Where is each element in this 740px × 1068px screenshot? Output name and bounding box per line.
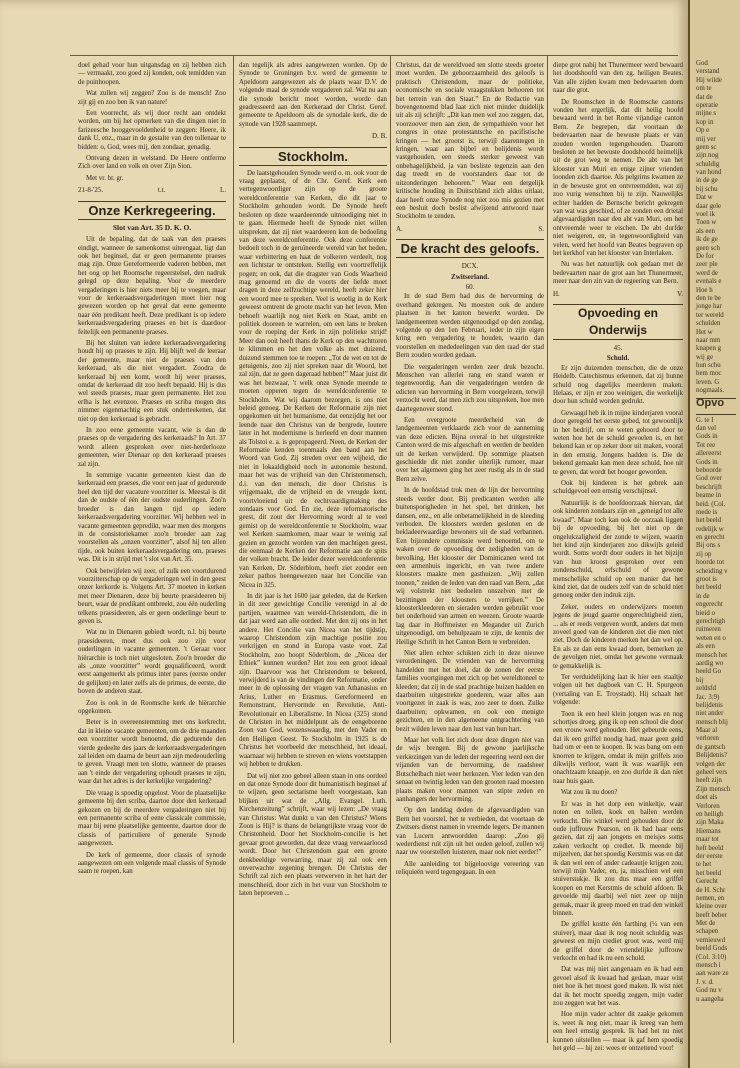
paragraph: Zoo is ook in de Roomsche kerk de hiërarchie opgekomen. (78, 699, 226, 716)
edge-line: naar mm (696, 336, 721, 344)
edge-line: De for (696, 252, 714, 260)
paragraph: De griffel kostte één farthing (¼ van een stuiver), maar daar ik nog nooit schuldig was geweest en mijn crediet groot was, werd mij de griffel door de vriendelijke juffrouw verkocht en had ik nu een schuld. (553, 921, 683, 962)
edge-line: Jac. 3:9) (696, 693, 720, 701)
edge-line: leven. G (696, 378, 720, 386)
edge-line: groot is (696, 576, 717, 584)
paragraph: In sommige vacante gemeenten kiest dan de kerkeraad een praeses, die voor een jaar of gedurende heel den tijd der vacature voorzitter is. Meestal is dit dan de oudste of één der oudste ouderlingen. Zoo'n broeder is dan langen tijd op iedere kerkeraadsvergadering voorzitter. Wij hebben wel in vacante gemeenten gepredikt, waar men des morgens in de consistoriekamer zoo'n broeder aan zag voorstellen als „onzen voorzitter”, alsof hij ten allen tijde, ook buiten kerkeraadsvergadering om, praeses was. Dit is in strijd met 't slot van Art. 35. (78, 472, 226, 564)
edge-line: der eerste (696, 852, 723, 860)
paragraph: In zoo eene gemeente vacant, wie is dan de praeses op de vergadering des kerkeraads? In Art. 37 wordt alleen gesproken over niet-herderlooze gemeenten, wier Dienaar op den kerkeraad praeses zal zijn. (78, 427, 226, 468)
article-place: Zwitserland. (451, 272, 489, 281)
paragraph: Toen ik een heel klein jongen was en nog schortjes droeg, ging ik op een school die door een vrouw werd gehouden. Het gebeurde eens, dat ik een griffel noodig had, maar geen geld had om er een te koopen. Ik was bang om een knorren te krijgen, omdat ik mijn griffels zoo dikwijls verloor, want ik was waarlijk een onachtzaam knaapje, en zoo durfde ik dan niet naar huis gaan. (553, 710, 683, 785)
edge-line: bieid o (696, 609, 715, 617)
paragraph: Een overgroote meerderheid van de landgemeenten verklaarde zich voor de aanneming van deze edicten. Bijna overal in het uitgestrekte Canton werd de mis afgeschaft en werden de beelden uit de kerken verwijderd. Op sommige plaatsen geschiedde dit niet zonder uiterlijk rumoer, maar over het algemeen ging het zeer rustig als in de stad Bern zelve. (396, 417, 544, 483)
edge-line: niet ander (696, 710, 724, 718)
edge-line: nogmaals. (696, 387, 725, 395)
paragraph: Er was in het dorp een winkeltje, waar noten en tollen, koek en ballen werden verkocht. Die winkel werd gehouden door de oude juffrouw Pearson, en ik had haar eens gezien, dat zij aan jongens en meisjes soms zaken verkocht op crediet. Ik meende bij mijzelven, dat het spoedig Kerstmis was en dat ik dan wel een of ander cadeautje krijgen zou, terwijl mijn Vader, en, ja, misschien wel een stuiverstukje. Ik zou dus maar een griffel koopen en met Kerstmis de schuld afdoen. Ik gevoelde mij daarbij wel niet zeer op mijn gemak, maar ik greep moed en trad den winkel binnen. (553, 800, 683, 917)
edge-line: beeld Go (696, 668, 722, 676)
edge-line: zijn Maka (696, 819, 724, 827)
article-heading: Stockholm. (239, 147, 387, 166)
edge-line: God (696, 60, 708, 67)
edge-line: heeft beber (696, 911, 727, 919)
edge-line: mensch het (696, 651, 728, 659)
edge-line: ruimeren (696, 626, 721, 634)
edge-line: gerechtigh (696, 618, 726, 625)
edge-line: kleine over (696, 903, 727, 911)
paragraph: Wat zullen wij zeggen? Zoo is de mensch! Zoo zijt gij en zoo ben ik van nature! (78, 90, 226, 106)
edge-line: aan ware ze (696, 970, 729, 978)
edge-line: evenals e (696, 278, 722, 286)
paragraph: Nu was het natuurlijk ook gedaan met de bedevaarten naar de grot aan het Thunermeer, meer naar den zin van de regeering van Bern. (553, 261, 683, 286)
paragraph: Ter verduidelijking laat ik hier een staaltje volgen uit het dagboek van C. H. Spurgeon (vertaling van E. Troystadt). Hij schaalt het volgende: (553, 674, 683, 707)
edge-line: voel ik (696, 211, 715, 219)
paragraph: Uit de bepaling, dat de taak van den praeses eindigt, wanneer de samenkomst uiteengaat, ligt dan ook het beginsel, dat er geen permanente praeses mag zijn. Onze Gereformeerde vaderen hebben, met het oog op het Roomsche regeerstelsel, den nadruk gelegd op deze bepaling. Voor de meerdere vergaderingen is hier niets meer bij te voegen, maar voor de kerkeraadsvergaderingen moet hier nog gewezen worden op het geval dat eene gemeente naar één predikant heeft. Deze predikant is op iedere kerkeraadsvergadering praeses en het is daardoor feitelijk een permanente praeses. (78, 236, 226, 336)
edge-line: zijn nog (696, 152, 719, 160)
edge-line: werd de (696, 269, 719, 277)
paragraph: Op den landdag deden de afgevaardigden van Bern het voorstel, het te verbieden, dat voortaan de Zwitsers dienst namen in vreemde legers. De mannen van Lucern antwoordden daarop: „Zoo gij wederdienst ruït zijn uit het ouden geloof, zullen wij naar uw voorstellen luisteren, maar ook niet eerder!” (396, 807, 544, 857)
paragraph: De Roomschen in de Roomsche cantons vonden het ergerlijk, dat dit heilig hoofd bewaard werd in het Rome vijandige canton Bern. Ze begrepen, dat voortaan de bedevaarten naar de bewuste plaats er van zouden worden tegengehouden. Daarom besloten ze het bewuste doodshoofd heimelijk uit de grot weg te nemen. De abt van het klooster van Muri en enige zijner vrienden loonden zich daartoe. Als pelgrims kwamen ze in de bewuste grot en ontvreemdden, wat zij zoo vurig wenschten bij te zijn. Nauwelijks echter hadden de Bernsche bericht gekregen van wat was geschied, of ze zonden een drietal afgevaardigden naar den abt van Muri, om het ontvreemde weer te eischen. De abt durfde niet weigeren, en, in tegenwoordigheid van velen, werd het hoofd van Beates begraven op het kerkhof van het klooster van Interlaken. (553, 98, 683, 257)
edge-line: scheiding v (696, 567, 728, 575)
article-heading: Opvoeding en Onderwijs (553, 304, 683, 340)
paragraph: De kerk of gemeente, door classis of synode aangewezen om een volgende maal classis of Synode saam te roepen, kan (78, 851, 226, 876)
edge-line: G. te I (696, 416, 714, 424)
edge-line: beboorde (696, 466, 722, 474)
edge-line: nemen, en (696, 894, 725, 902)
edge-line: heft beeld (696, 844, 724, 852)
paragraph: Dat was mij niet aangenaam en ik had een gevoel alsof ik kwaad had gedaan, maar wist niet hoe ik het moest goed maken. Ik wist niet dat ik het mocht spoedig zeggen, mijn vader zou zeggen wat het was. (553, 966, 683, 1008)
edge-line: operatie (696, 101, 719, 109)
signature-line (553, 290, 683, 298)
paragraph: In de stad Bern had dus de hervorming de overhand gekregen. Nu moesten ook de andere plaatsen in het kanton bewerkt worden. De landgemeenten werden uitgenoodigd op den zondag, volgende op den 1en Februari, ieder in zijn eigen kring een vergadering te houden, waarin dan voorstellen en mededeelingen van den raad der stad Bern zouden worden gedaan. (396, 293, 544, 360)
paragraph: dan tegelijk als adres aangewezen worden. Op de Synode te Groningen b.v. werd de gemeente te Apeldoorn aangewezen als de plaats waar D.V. de volgende maal de synode vergaderen zal. Wat nu aan die synode bericht moet worden, worde dan geadresseerd aan den Kerkeraad der Christ. Geref. gemeente te Apeldoorn als de synodale kerk, die de synode van 1928 saamroept. (239, 62, 387, 128)
edge-line: als een (696, 643, 715, 651)
article-number: 45. (613, 343, 623, 352)
column-rule (390, 55, 391, 1043)
paragraph: Ook bij kinderen is het gebrek aan schuldgevoel een ernstig verschijnsel. (553, 480, 683, 496)
edge-line: en heiligh (696, 810, 724, 818)
edge-line: beeld Gods (696, 945, 728, 953)
paragraph: Gewaagd heb ik in mijne kinderjaren vooral door geregeld het eerste gebed, tot gewoonlijk in het bedrijf, om te weten gehoord door te weten hoe het de schuld gevoelen is, en het bekend kan er op zeker door uit maken, vooral in den ernstig. Jongens hadden is. Die de bekend gemaakt kan men deze schuld, hoe uit te geven, dat wordt het hooger geworden. (553, 409, 683, 476)
article-number: DCX. (461, 262, 479, 271)
edge-line: knapen g (696, 345, 722, 353)
signature-initial: A. (396, 224, 403, 233)
paragraph: In de hoofdstad trok men de lijn der hervorming steeds verder door. Bij predicanten werden alle buitensporigheden in het spel, het drinken, het dansen, enz., en alle onbetamelijkheid in de kleeding verboden. De kloosters werden gesloten en de bekladeerwaardige bewoners uit de stad verbannen. Een bijzondere commissie werd benoemd, om te waken over de opvoeding der zedigheden van de bevolking. Het klooster der Dominicanen werd tot een armenhuis ingericht, en van twee andere kloosters maakte men gasthuizen. „Wij zullen toonen,” zeiden de leden van den raad van Bern, „dat wij volstrekt niet bedoelen onszelven met de bezittingen der kloosters te verrijken.” De kloosterkleederen en sieraden werden gebruikt voor het onderhoud van armen en weezen. Groote waarde lag daar in Hoffmeister en Megander uit Zurich uitgenoodigd, om behulpzaam te zijn, de kennis der Heilige Schrift in het Canton Bern te verbreiden. (396, 487, 544, 646)
paragraph: Dat wij niet zoo gebeel alleen staan in ons oordeel en dat onze Synode door dit humanistisch beginsel af te wijzen, geen sectarisme heeft voorgestaan, kan blijken uit wat de „Allg. Evangel. Luth. Kirchenzeitung” schrijft, waar wij lezen: „De vraag van Christus: Wat dunkt u van den Christus? Wiens Zoon is Hij? is thans de belangrijkste vraag voor de Christenheid. Door het Stockholm-concilie is het gevaar groot geworden, dat deze vraag verwaarloosd wordt. Door het Christendom gaat een groote denkbeeldige verwarring, maar zij zal ook een onverwachte zegening brengen. De Christus der Schrift zal zich een plaats verwerven in het hart der menschheid, door zich in het vuur van Stockholm te laten beproeven ... (239, 772, 387, 898)
signature-initial: L. (219, 186, 226, 195)
edge-line: en gerecht (696, 534, 725, 542)
paragraph: Hoe mijn vader achter dit zaakje gekomen is, weet ik nog niet, maar ik kreeg van hem een heel ernstig gesprek. Ik had het nu niet kunnen uitstellen — maar ik gaf hem spoedig het geld — hij zei: wees er ontzettend voor! (553, 1011, 683, 1053)
paragraph: Alle aanleiding tot bijgeloovige vereering van reliquieën werd tegengegaan. In een (396, 860, 544, 877)
edge-line: schapen (696, 928, 719, 936)
edge-line: mij ver (696, 135, 716, 143)
edge-line: mensch blij (696, 718, 728, 726)
edge-line: ik de ge (696, 236, 718, 244)
edge-line: volgen der (696, 760, 726, 768)
paragraph: Ontvang dezen in welstand. De Heere ontferme Zich over land en volk en over Zijn Sion. (78, 155, 226, 171)
edge-line: heid. (Col. (696, 500, 726, 508)
edge-line: Maar al (696, 727, 718, 735)
edge-line: het beeld (696, 869, 722, 877)
edge-line: mensch i (696, 962, 721, 970)
edge-line: mijne s (696, 110, 717, 118)
paragraph: Natuurlijk is de hoofdoorzaak hiervan, dat ook kinderen zondaars zijn en „geneigd tot alle kwaad”. Maar toch kan ook de oorzaak liggen bij de opvoeding, bij het niet op de ongelukzaligheid der zonde te wijzen, waarin het kind zijn kinderjaren zoo dikwijls geleid wordt. Soms wordt door ouders in het bijzijn van hun kroost gesproken over een zondenschuld, erfschuld of gewone menschelijke schuld op een manier dat het kind ziet, dat de ouders zelf van de schuld niet genoeg onder den indruk zijn. (553, 499, 683, 600)
paragraph: Wat nu in Dienaren gebiedt wordt, n.l. bij beurte praesideeren, moet dus ook zoo zijn voor ouderlingen in vacante gemeenten. 't Geraar voor hiërarchie is toch niet uitgesloten. Zoo'n broeder die als „onze voorzitter” wordt gequalificeerd, wordt eerst aangemerkt als primus inter pares (eerste onder de gelijken) en later zelfs als de primus, de eerste, die boven de anderen staat. (78, 629, 226, 696)
edge-line: zij op (696, 550, 712, 558)
edge-line: God nu v (696, 987, 722, 995)
edge-line: hoorde tot (696, 559, 725, 567)
edge-line: God over (696, 475, 722, 483)
edge-line: zeldsfd (696, 685, 716, 693)
article-heading: Onze Kerkregeering. (78, 201, 226, 220)
paragraph: Ook betwijfelen wij zeer, of zulk een voortdurend voorzitterschap op de vergaderingen wel in den geest onzer kerkorde is. Volgens Art. 37 moeten in kerken met meer Dienaren, deze bij beurte praesideeren bij beurt, waar de predikant ontbreekt, zou één ouderling telkens praesideeren, als er geen onderlinge beurt te geven is. (78, 567, 226, 625)
paragraph: Christus, dat de wereldvoed ten slotte steeds groeter moet worden. De gehoorzaamheid des geloofs is praktisch Christendom, maar de politieke, economische en sociale vraagstukken behooren tot het terrein van den Staat.” En de Redactie van bovengenoemd blad laat zich niet minder duidelijk uit als zij schrijft: „Dit kan men wel zoo zeggen, dat, voorzoover men aan zien, de sympathieën voor het congres in onze protestantsche en pacifistische kringen — het grootst is, terwijl daarentegen in kringen, waar aan bijbel en belijdenis wordt vastgehouden, een steeds sterker geweest van onbehagelijkheid, ja van besliste tegenzin aan den dag treedt en de voorstanders daar tot de uitzonderingen behooren.” Waar een dergelijk kritische houding in Duitschland zich aldus uitlaat, daar heeft onze Synode nog niet zoo mis gezien met een besluit doch beslist afwijzend antwoord naar Stockholm te zenden. (396, 62, 544, 221)
edge-line: daar gele (696, 202, 722, 210)
signature-initial: V. (677, 289, 683, 298)
column-4 (553, 62, 683, 1053)
signature-line (78, 186, 226, 194)
edge-line: beschrijft (696, 483, 723, 491)
edge-line: Hiemans (696, 827, 721, 835)
edge-line: bij (696, 676, 704, 684)
paragraph: Die vraag is spoedig opgelost. Voor de plaatselijke gemeente bij den scriba, daartoe door den kerkeraad gekozen en bij de meerdere vergaderingen niet bij een permanente scriba of eene classicale commissie, maar bij eene plaatselijke gemeente, daartoe door de classis of particuliere of generale Synode aangewezen. (78, 789, 226, 848)
edge-line: Met de (696, 920, 716, 928)
paragraph: Een voorrecht, als wij door recht aan ontdekt worden, om bij het opmerken van die dingen niet in farizeesche hooggevoeldenheid te zeggen: Heere, ik dank U, enz., maar in de gestalte van den tollenaar te bidden: o, God, wees mij, den zondaar, genadig. (78, 110, 226, 151)
edge-line: van hond (696, 169, 722, 177)
edge-line: geen sch (696, 244, 720, 252)
edge-line: Gods in (696, 433, 718, 441)
edge-line: de H. Schr (696, 886, 726, 894)
edge-line: Dat w (696, 194, 713, 202)
edge-line: den te be (696, 294, 721, 302)
edge-line: het beeld (696, 517, 722, 525)
edge-line: het beeld (696, 584, 722, 592)
edge-line: Hij wilde (696, 76, 722, 84)
edge-line: Op e (696, 127, 710, 135)
paragraph: Beter is in overeenstemming met ons kerkrecht, dat in kleine vacante gemeenten, om de drie maanden een voorzitter wordt benoemd, die gedurende den vierde gedeelte des jaars de kerkeraadsvergaderingen zal leiden om daarna de beurt aan zijn medeouderling te geven. Vraagt men ten slotte, wanneer de praeses aan 't einde der vergadering ophoudt praeses te zijn, waar dat het adres is der kerkelijke vergadering? (78, 719, 226, 786)
column-2 (239, 62, 387, 1038)
edge-heading: Opvo (696, 398, 736, 415)
paragraph: diepe grot nabij het Thunermeer werd bewaard het doodshoofd van den zg. heiligen Beates. Van alle zijden kwam men bedevaarten doen naar die grot. (553, 62, 683, 95)
signature-line (396, 225, 544, 233)
edge-line: hun schu (696, 362, 721, 370)
paragraph: Niet allen echter schikten zich in deze nieuwe verordeningen. De vrienden van de hervorming handelden met het doel, dat de zonen der eerste families voortgingen met zich op het wereldtoneel te kleeden; dat zij in de stad prachtige huizen hadden en daarbuiten uitgestrekte goederen, waar alles aan voortgezet in zaak is was, zoo zeer te doen. Zulke daarbuiten; opkwamen, en ook een menigte gezichten, en in den algemeene ontgrachtering van bezit wilden leven naar den lust van hun hart. (396, 650, 544, 733)
signature-date: 21-8-'25. (78, 186, 104, 195)
edge-line: aardig wo (696, 659, 724, 667)
edge-line: te het (696, 861, 712, 869)
edge-line: schuldig (696, 160, 720, 168)
edge-line: geen sc (696, 143, 717, 151)
edge-line: engerecht (696, 601, 723, 609)
edge-line: J. v. d. (696, 978, 714, 986)
column-rule (233, 55, 234, 1043)
column-rule (547, 55, 548, 1043)
paragraph: In dit jaar is het 1600 jaar geleden, dat de Kerken in dit zeer gewichtige Concilie verenigd in al de partijen, waarmee van wereld-Christendom, die in dat jaar werd aan alle oordeel. Met den zij ons in het andere. Het Concilie van Nicea van het tijdstip, waarop Christendom zijn machtige positie zou verkrijgen en stond in Europa vaste voet. Zal Stockholm, zoo hoopt Söderblom, de „Nicea der Ethiek” kunnen worden? Het zou een groot ideaal zijn. Daarvoor was het Christendom te bekeerd, verwijderd is van de vindingen der Reformatie, onder meer in de oplossing der vragen van Athanasius en Arius, Luther en Erasmus. Gereformeerd en Remonstrant, Hervormde en Revolutie, Anti-Revolutionair en Liberalisme. In Nicea (325) stond de Christen in het middelpunt als de eengeborene Zoon van God, wezenswaardig, met den Vader en den Heiligen Geest. Te Stockholm in 1925 is de Christus het voorbeeld der menschheid, het ideaal, waarnaar wij hebben te streven en wiens voetstappen wij hebben te drukken. (239, 592, 387, 769)
signature-line (239, 132, 387, 140)
next-page-edge (688, 0, 740, 1068)
edge-line: Het w (696, 328, 713, 336)
edge-line: Bij ons s (696, 542, 721, 550)
edge-line: Gerecht (696, 878, 718, 886)
edge-line: beame in (696, 492, 722, 500)
edge-line: mede is (696, 508, 718, 516)
edge-line: belijdenis (696, 701, 723, 709)
edge-line: doet als (696, 794, 718, 802)
edge-line: Gods in (696, 458, 718, 466)
edge-line: Verloren (696, 802, 720, 810)
paragraph: De laatstgehouden Synode werd o. m. ook voor de vraag geplaatst, of de Chr. Geref. Kerk een vertegenwoordiger zijn op de groote wereldconferentie van Kerken, die dit jaar te Stockholm gehouden wordt. De Synode heeft besloten op deze waardeerende uitnoodiging niet in te gaan. Hiermede heeft de Synode niet willen uitspreken, dat zij niet waardeeren kon de bedoeling van deze wereldconferentie. Ook deze conferentie bedoelt toch in de geruïneerde wereld van het heden, waar verbittering en haat de volkeren verdeelt, nog een lichtstar te ontsteken. Stellig een voortreffelijk pogen; en ook, dat die dragster van Gods Waarheid mag genoemd en die de voorts der liefde moet dragen in deze zelfzuchtige wereld, heeft zeker hier een woord mee te spreken. Veel is woelig in de Kerk geweest omtrent de groote macht van het leven. Men behoeft waarlijk nog niet Kerk en Staat, ambt en politiek dooreen te warrelen, om een lans te breken voor de roeping der Kerk in zijn politieke strijd! Meer dan ooit heeft thans de Kerk op den wachttoren te klimmen en het den volke als met duizend, duizend stemmen toe te roepen: „Tot de wet en tot de getuigenis, zoo zij niet spreken naar dit Woord, het zal zijn, dat ze geen dageraad hebben!” Maar juist dit was het bezwaar, 't welk onze Synode meende te moeten opperen tegen de wereldconferentie te Stockholm. Wat wij daarom bezorgen, is ons niet beleid genoeg. De Kerken der Reformatie zijn niet opgekomen uit het humanisme, dat eenzijdig het oor leende naar den Christus van de bergrede, loutere later in het modernisme is herleefd en door mannen als Tolstoi e. a. is gepropageerd. Neen, de Kerken der Reformatie kenden toenmaals den band aan het Woord van God. Zij streden over een wijheid, die niet in lokaaldigheid noch in autonomie bestond, maar het was de vrijheid van den Christenmensch, d.i. van den mensch, die door Christus is vrijgemaakt, die de vrijheid en de vreugde kent, voortvloeiend uit de rechtvaardigmaking des zondaars voor God. En zie, deze reformatorische geest, dit zout der Hervorming wordt al te veel gemist op de wereldconferentie te Stockholm, waar wel Kerken saamkomen, maar waar te weinig zal gezien en gezocht worden van den machtigen geest, die eenmaal de Kerken der Reformatie aan de spits der volken bracht. De leider dezer wereldconferentie van Kerken, Dr. Söderblom, heeft ziet zonder een zeker pathos heengewezen naar het Concilie van Nicea in 325. (239, 169, 387, 589)
article-subnumber: 60. (465, 282, 475, 291)
edge-line: als een (696, 227, 715, 235)
paragraph: Bij het sluiten van iedere kerkeraadsvergadering houdt bij op praeses te zijn. Hij blijft wel de leeraar der gemeente, maar niet de praeses van den kerkeraad, als die niet vergadert. Zoodra de kerkeraad bij een komt, wordt hij weer praeses, omdat de kerkeraad dit zoo heeft bepaald. Hij is dus wel steeds praeses, maar geen permanente. Het zou erlha is het evenzoo. Praeses en scriba mogen dus nimmer eigenmachtig een stuk onderteekenen, dat niet op den kerkeraad is gebracht. (78, 339, 226, 423)
next-page-text (696, 60, 736, 1004)
column-1 (78, 62, 226, 1038)
edge-line: verstand (696, 68, 720, 76)
edge-line: vernieuwd (696, 936, 726, 944)
signature-initial: D. B. (372, 132, 387, 141)
edge-line: de gantsch (696, 743, 726, 751)
edge-line: in de ge (696, 177, 718, 185)
paragraph: Maar het volk liet zich door deze dingen niet van de wijs brengen. Bij de gewone jaarlijksche verkiezingen van de leden der regeering werd een der vijanden van de hervorming, de raadsheer Butschelbach niet weer herkozen. Vier leden van den senaat en twintig leden van den grooten raad moesten plaats maken voor mannen van stipte zeden en aanhangers der hervorming. (396, 737, 544, 803)
paragraph: Die vergaderingen werden zeer druk bezocht. Menschen van allerlei rang en stand waren er tegenwoordig. Aan die vergaderingen werden de edicten van hervorming in Bern voorgelezen, terwijl verzocht werd, dat men zich zou uitspreken, hoe men daartegenover stond. (396, 363, 544, 413)
edge-line: Toen w (696, 219, 717, 227)
edge-line: bij schu (696, 185, 718, 193)
paragraph: Wat zou ik nu doen? (561, 789, 618, 797)
edge-line: u aangeha (696, 995, 724, 1003)
edge-line: Belijdenis? (696, 752, 728, 760)
paragraph: Met vr. br. gr. (86, 174, 124, 182)
signature-initial: S. (538, 224, 544, 233)
edge-line: jonge har (696, 303, 722, 311)
edge-line: geheel vers (696, 769, 728, 777)
edge-line: dat de (696, 93, 713, 101)
top-rule (70, 55, 678, 56)
edge-line: Tot ree (696, 441, 716, 449)
edge-line: zeer ple (696, 261, 718, 269)
edge-line: redelijk w (696, 525, 724, 533)
edge-line: Zijn mensch (696, 785, 731, 793)
edge-line: dan vel (696, 425, 717, 433)
edge-line: in de (696, 592, 710, 600)
edge-line: allereerst (696, 450, 722, 458)
paragraph: Zeker, ouders en onderwijzers moeten jegens de jeugd gaarne ongerechtigheid zien, ... als er reeds vergeven wordt, anders dat men zoveel goed van de kinderen ziet die men niet ziet. Doch de kinderen merken het dan wel op. En als ze dan eens kwaad doen, bemerken ze de gevolgen niet, omdat het gewone vermaak te gemakkelijk is. (553, 603, 683, 670)
edge-line: weten en o (696, 634, 726, 642)
article-subheading: Schuld. (606, 354, 630, 363)
paragraph: Er zijn duizenden menschen, die de onze Heidelb. Catechismus erkennen, dat zij hunne schuld nog dagelijks meerderen maken. Helaas, er zijn er zoo weinigen, die werkelijk door hun schuld worden gedrukt. (553, 364, 683, 406)
paragraph: doel gehad voor hun uitgansdag en zij hebben zich — vermaakt, zoo goed zij konden, ook temidden van de puinhoopen. (78, 62, 226, 86)
edge-line: verloren (696, 735, 719, 743)
edge-line: wij ge (696, 353, 714, 361)
article-heading: De kracht des geloofs. (396, 239, 544, 258)
edge-line: hem moc (696, 370, 722, 378)
edge-line: (Col. 3:10) (696, 953, 727, 961)
edge-line: schulden (696, 320, 721, 328)
signature-mid: t.t. (157, 186, 166, 195)
column-3 (396, 62, 544, 1038)
edge-line: Hoe h (696, 286, 713, 294)
edge-line: heeft zijn (696, 777, 722, 785)
article-subheading: Slot van Art. 35 D. K. O. (112, 222, 192, 232)
signature-initial: H. (553, 289, 560, 298)
edge-line: maar tot (696, 836, 719, 844)
edge-line: om te (696, 85, 712, 93)
edge-line: kop in (696, 118, 714, 126)
edge-line: ter wereld (696, 311, 724, 319)
